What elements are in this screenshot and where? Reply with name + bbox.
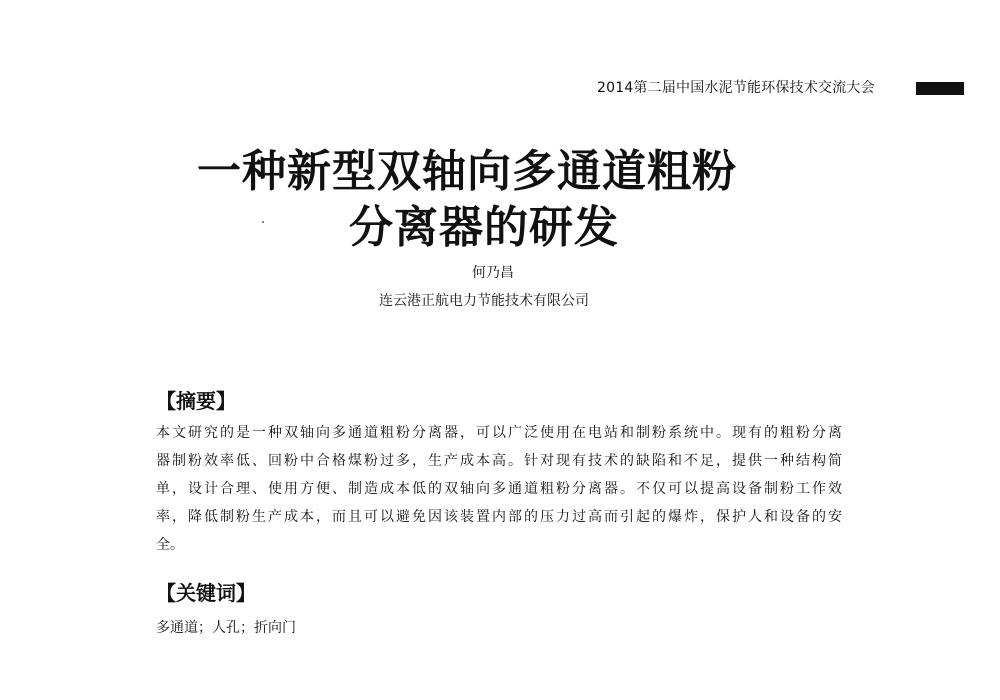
- paper-title-line-2: 分离器的研发: [349, 202, 619, 253]
- abstract-line: 器制粉效率低、回粉中合格煤粉过多，生产成本高。针对现有技术的缺陷和不足，提供一种结构简: [156, 453, 842, 469]
- paper-title-line-1: 一种新型双轴向多通道粗粉: [197, 146, 737, 197]
- abstract-body: [156, 419, 842, 559]
- abstract-line: 单，设计合理、使用方便、制造成本低的双轴向多通道粗粉分离器。不仅可以提高设备制粉工作效: [156, 481, 842, 497]
- abstract-heading: 【摘要】: [156, 389, 236, 413]
- header-black-bar: [916, 82, 964, 95]
- abstract-line: 全。: [156, 537, 184, 553]
- abstract-line: 率，降低制粉生产成本，而且可以避免因该装置内部的压力过高而引起的爆炸，保护人和设备的安: [156, 509, 842, 525]
- author-affiliation: 连云港正航电力节能技术有限公司: [379, 293, 589, 309]
- keywords-heading: 【关键词】: [156, 581, 256, 605]
- author-name: 何乃昌: [472, 265, 514, 281]
- conference-header: 2014第二届中国水泥节能环保技术交流大会: [597, 80, 875, 96]
- abstract-line: 本文研究的是一种双轴向多通道粗粉分离器，可以广泛使用在电站和制粉系统中。现有的粗粉分离: [156, 425, 842, 441]
- scan-speck: [262, 221, 264, 223]
- keywords-text: 多通道；人孔；折向门: [156, 620, 296, 636]
